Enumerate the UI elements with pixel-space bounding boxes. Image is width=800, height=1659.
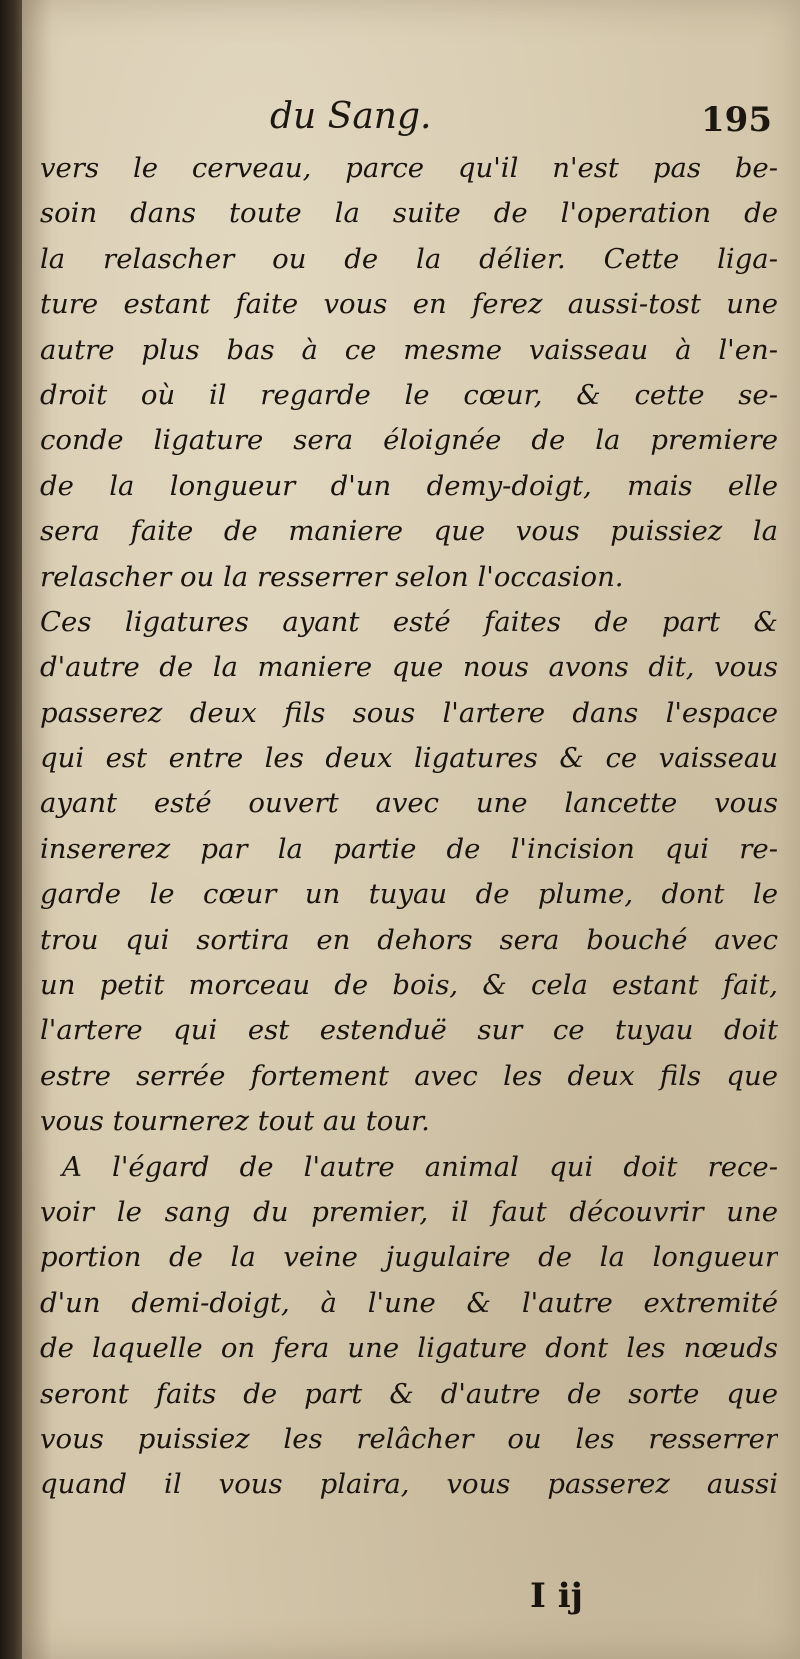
text-line: seront faits de part & d'autre de sorte que <box>40 1377 778 1410</box>
text-line: l'artere qui est estenduë sur ce tuyau doit <box>40 1014 778 1047</box>
text-line: autre plus bas à ce mesme vaisseau à l'en- <box>40 333 778 366</box>
text-line: la relascher ou de la délier. Cette liga- <box>40 242 778 275</box>
text-line: trou qui sortira en dehors sera bouché avec <box>40 923 778 956</box>
text-line: conde ligature sera éloignée de la premiere <box>40 424 778 457</box>
text-line: qui est entre les deux ligatures & ce vaisseau <box>40 742 778 775</box>
text-line: estre serrée fortement avec les deux fils que <box>40 1059 778 1092</box>
text-line: A l'égard de l'autre animal qui doit rece- <box>62 1150 778 1183</box>
text-line: ayant esté ouvert avec une lancette vous <box>40 787 778 820</box>
text-line: vers le cerveau, parce qu'il n'est pas be- <box>40 152 778 184</box>
text-line: passerez deux fils sous l'artere dans l'espace <box>40 696 778 729</box>
text-line: ture estant faite vous en ferez aussi-tost une <box>40 288 778 321</box>
text-line: voir le sang du premier, il faut découvrir une <box>40 1195 778 1228</box>
text-line: vous puissiez les relâcher ou les resserrer <box>40 1422 778 1455</box>
text-line: d'un demi-doigt, à l'une & l'autre extremité <box>40 1286 778 1319</box>
text-line: insererez par la partie de l'incision qui re- <box>40 832 778 865</box>
text-line: d'autre de la maniere que nous avons dit, vous <box>40 651 778 684</box>
text-line: quand il vous plaira, vous passerez aussi <box>40 1468 778 1501</box>
text-line: droit où il regarde le cœur, & cette se- <box>40 378 778 411</box>
text-line: soin dans toute la suite de l'operation de <box>40 197 778 230</box>
text-line: un petit morceau de bois, & cela estant fait, <box>40 969 778 1002</box>
text-line: de laquelle on fera une ligature dont les nœuds <box>40 1332 778 1365</box>
book-page <box>22 0 800 1659</box>
text-line: sera faite de maniere que vous puissiez la <box>40 515 778 548</box>
page-number: 195 <box>701 100 772 140</box>
text-line: vous tournerez tout au tour. <box>40 1105 430 1138</box>
text-line: Ces ligatures ayant esté faites de part & <box>40 605 778 638</box>
text-line: relascher ou la resserrer selon l'occasion. <box>40 560 624 593</box>
text-line: portion de la veine jugulaire de la longueur <box>40 1241 778 1274</box>
signature-mark: I ij <box>530 1576 583 1616</box>
page-header <box>22 96 800 146</box>
text-line: de la longueur d'un demy-doigt, mais elle <box>40 469 778 502</box>
running-title: du Sang. <box>270 96 432 137</box>
text-line: garde le cœur un tuyau de plume, dont le <box>40 878 778 911</box>
body-text <box>40 146 778 1508</box>
